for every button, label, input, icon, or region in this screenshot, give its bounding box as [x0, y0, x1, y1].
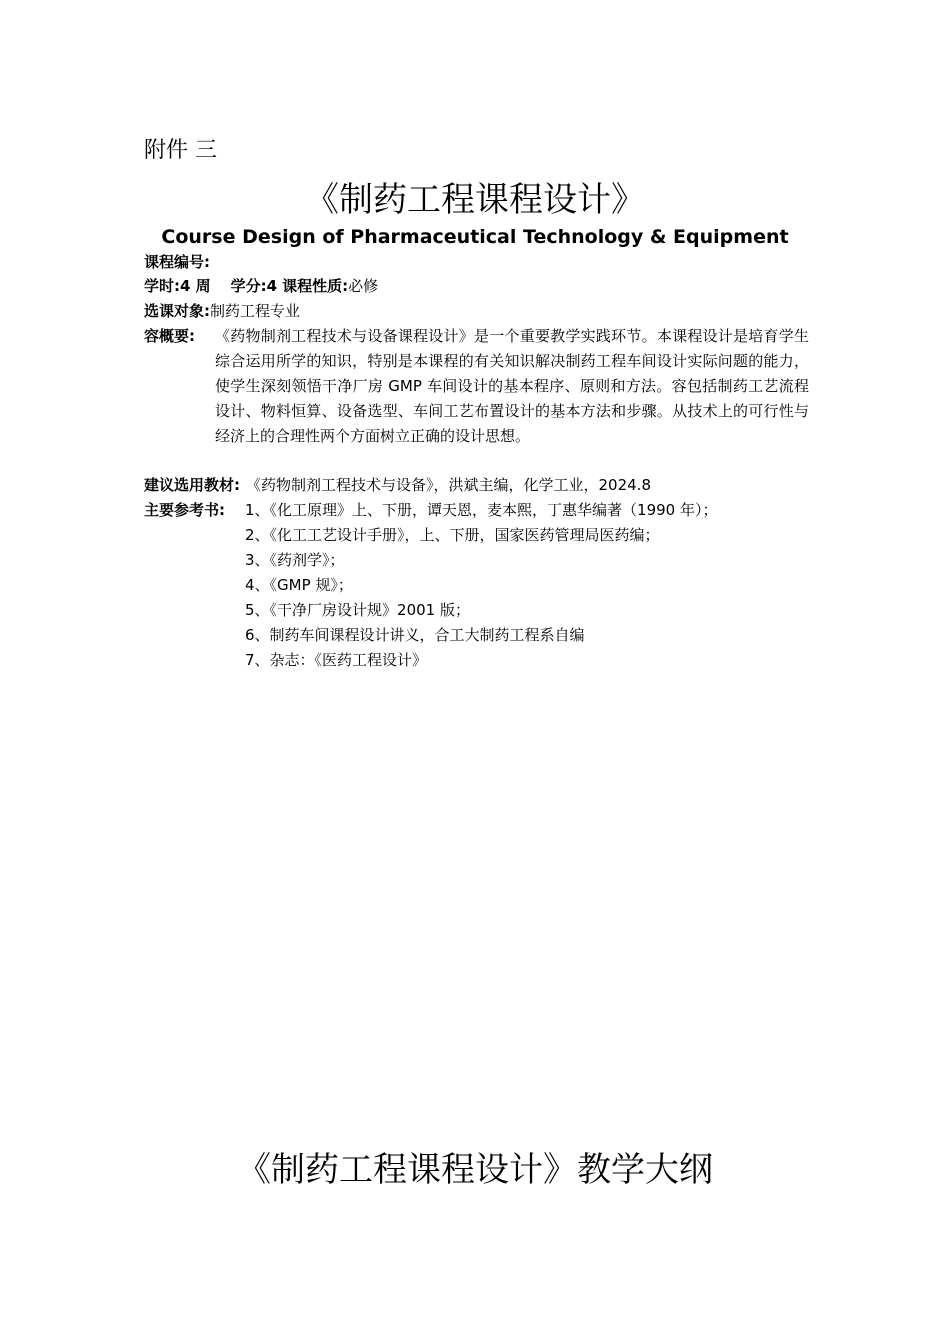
- reference-item: 6、制药车间课程设计讲义，合工大制药工程系自编: [245, 626, 585, 644]
- credits-value: 4: [266, 277, 278, 295]
- nature-label: 课程性质:: [282, 277, 349, 295]
- reference-item: 5、《干净厂房设计规》2001 版；: [245, 601, 470, 619]
- audience-label: 选课对象:: [144, 302, 210, 320]
- textbook-value: 《药物制剂工程技术与设备》，洪斌主编，化学工业，2024.8: [246, 476, 651, 494]
- course-code-row: [144, 250, 210, 275]
- references-list: [245, 498, 718, 673]
- page-title: 《制药工程课程设计》: [305, 180, 645, 220]
- reference-item: 2、《化工工艺设计手册》，上、下册，国家医药管理局医药编；: [245, 526, 660, 544]
- credits-label: 学分:: [230, 277, 267, 295]
- summary-label: 容概要:: [144, 327, 195, 345]
- textbook-label: 建议选用教材:: [144, 476, 240, 494]
- references-label: 主要参考书:: [144, 501, 225, 519]
- summary-text: 《药物制剂工程技术与设备课程设计》是一个重要教学实践环节。本课程设计是培育学生综合运用所学的知识，特别是本课程的有关知识解决制药工程车间设计实际问题的能力，使学生深刻领悟干净厂房 GMP 车间设计的基本程序、原则和方法。容包括制药工艺流程设计、物料恒算、设备选型、车间工艺布置设计的基本方法和步骤。从技术上的可行性与经济上的合理性两个方面树立正确的设计思想。: [215, 327, 809, 445]
- audience-value: 制药工程专业: [210, 302, 301, 320]
- course-code-label: 课程编号:: [144, 253, 210, 271]
- syllabus-title: 《制药工程课程设计》教学大纲: [237, 1150, 713, 1190]
- reference-item: 7、杂志：《医药工程设计》: [245, 651, 428, 669]
- hours-label: 学时:: [144, 277, 180, 295]
- audience-row: [144, 299, 300, 324]
- hours-credits-row: [144, 274, 378, 299]
- reference-item: 1、《化工原理》上、下册，谭天恩，麦本熙，丁惠华编著（1990 年）；: [245, 501, 718, 519]
- nature-value: 必修: [348, 277, 379, 295]
- attachment-label: 附件 三: [144, 138, 217, 163]
- textbook-row: [144, 473, 651, 498]
- hours-value: 4 周: [180, 277, 211, 295]
- reference-item: 3、《药剂学》；: [245, 551, 345, 569]
- reference-item: 4、《GMP 规》；: [245, 576, 353, 594]
- english-title: Course Design of Pharmaceutical Technology & Equipment: [161, 226, 789, 248]
